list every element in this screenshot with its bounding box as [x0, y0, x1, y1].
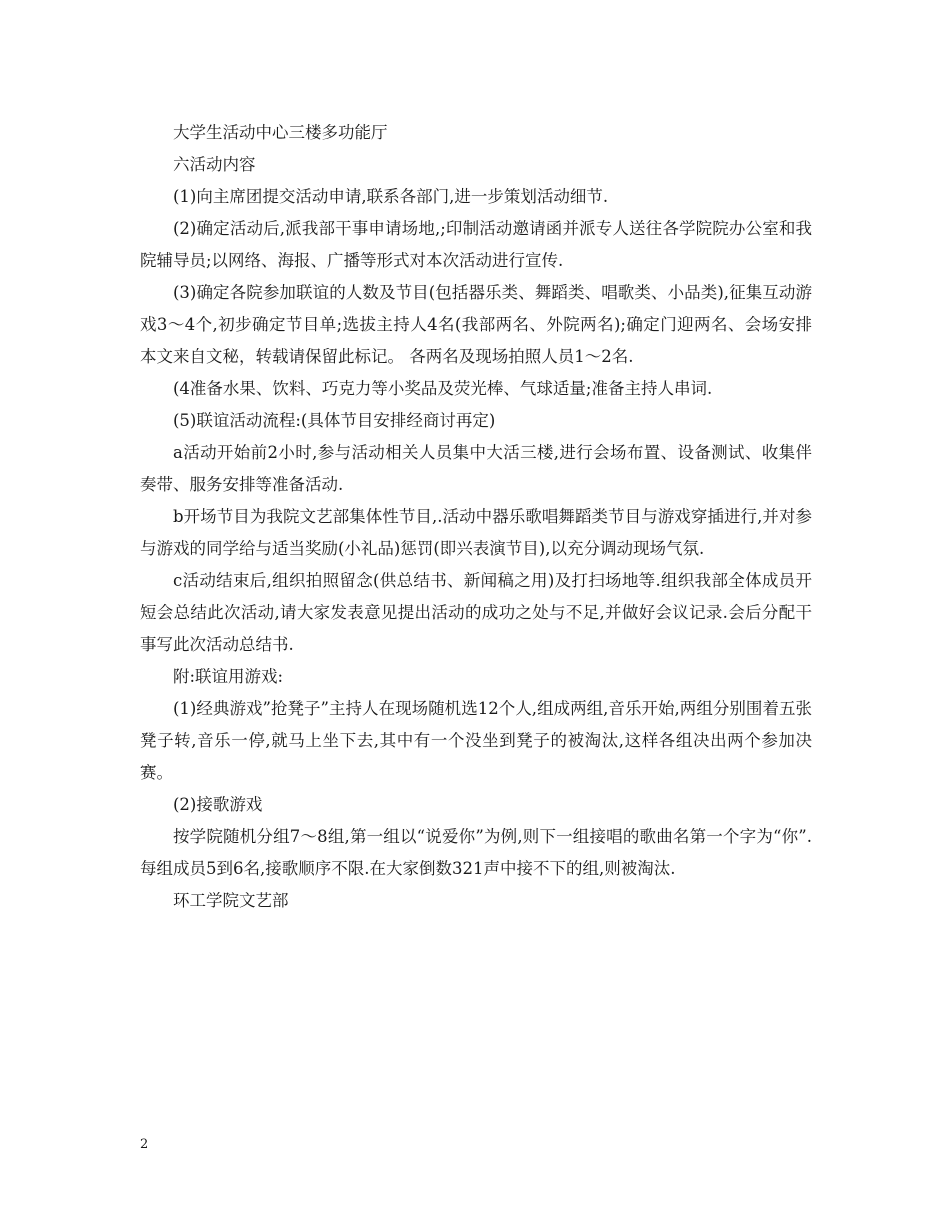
paragraph-game-2-rules: 按学院随机分组7～8组,第一组以“说爱你”为例,则下一组接唱的歌曲名第一个字为“你”.每组成员5到6名,接歌顺序不限.在大家倒数321声中接不下的组,则被淘汰.: [140, 827, 812, 878]
paragraph-signature: 环工学院文艺部: [173, 891, 289, 910]
paragraph-step-2: (2)确定活动后,派我部干事申请场地,;印制活动邀请函并派专人送往各学院院办公室和我院辅导员;以网络、海报、广播等形式对本次活动进行宣传.: [140, 219, 812, 270]
paragraph-section-heading: 六活动内容: [173, 155, 256, 174]
page-number: 2: [140, 1137, 149, 1152]
paragraph-step-3: (3)确定各院参加联谊的人数及节目(包括器乐类、舞蹈类、唱歌类、小品类),征集互动游戏3～4个,初步确定节目单;选拔主持人4名(我部两名、外院两名);确定门迎两名、会场安排 本文来自文秘，转载请保留此标记。 各两名及现场拍照人员1～2名.: [140, 283, 812, 366]
paragraph-venue: 大学生活动中心三楼多功能厅: [173, 123, 388, 142]
paragraph-flow-b: b开场节目为我院文艺部集体性节目,.活动中器乐歌唱舞蹈类节目与游戏穿插进行,并对参与游戏的同学给与适当奖励(小礼品)惩罚(即兴表演节目),以充分调动现场气氛.: [140, 507, 812, 558]
document-body: [140, 117, 812, 917]
paragraph-flow-a: a活动开始前2小时,参与活动相关人员集中大活三楼,进行会场布置、设备测试、收集伴奏带、服务安排等准备活动.: [140, 443, 812, 494]
paragraph-game-2-title: (2)接歌游戏: [173, 795, 263, 814]
paragraph-step-1: (1)向主席团提交活动申请,联系各部门,进一步策划活动细节.: [173, 187, 609, 206]
paragraph-game-1: (1)经典游戏”抢凳子”主持人在现场随机选12个人,组成两组,音乐开始,两组分别围着五张凳子转,音乐一停,就马上坐下去,其中有一个没坐到凳子的被淘汰,这样各组决出两个参加决赛。: [140, 699, 812, 782]
paragraph-flow-c: c活动结束后,组织拍照留念(供总结书、新闻稿之用)及打扫场地等.组织我部全体成员开短会总结此次活动,请大家发表意见提出活动的成功之处与不足,并做好会议记录.会后分配干事写此次活动总结书.: [140, 571, 812, 654]
paragraph-step-4: (4准备水果、饮料、巧克力等小奖品及荧光棒、气球适量;准备主持人串词.: [173, 379, 713, 398]
paragraph-appendix-heading: 附:联谊用游戏:: [173, 667, 284, 686]
paragraph-step-5: (5)联谊活动流程:(具体节目安排经商讨再定): [173, 411, 496, 430]
